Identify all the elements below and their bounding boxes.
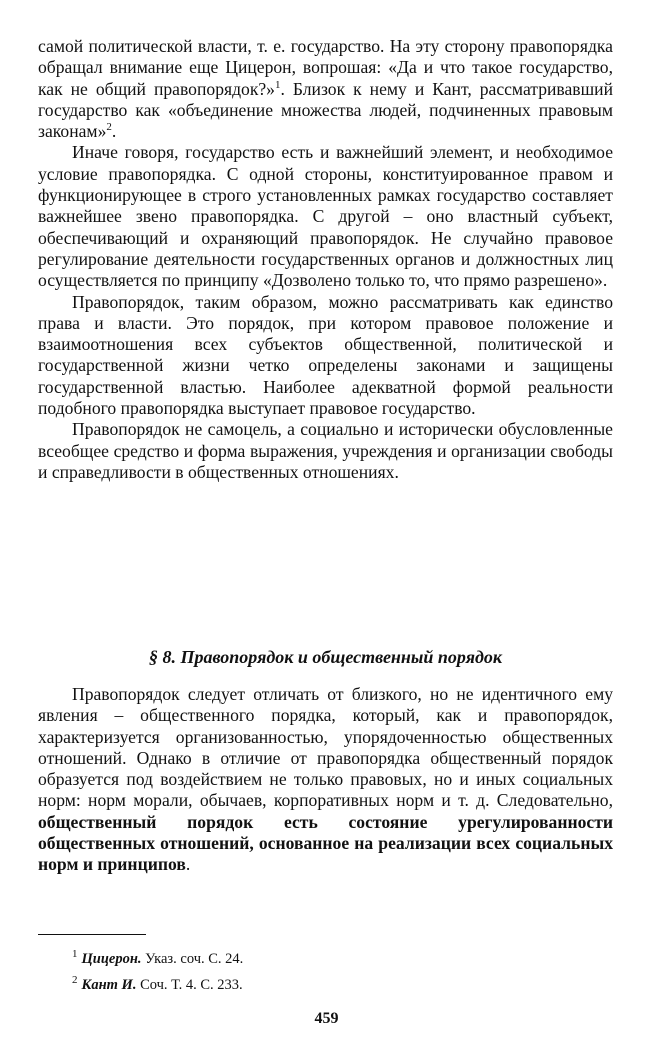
body-text bbox=[38, 36, 613, 483]
footnote-1: $^1$ Цицерон. Указ. соч. С. 24. bbox=[72, 948, 244, 967]
footnotes bbox=[72, 944, 612, 996]
section-text bbox=[38, 684, 613, 876]
paragraph-3: Правопорядок, таким образом, можно рассматривать как единство права и власти. Это порядок, при котором правовое положение и взаимоотношения всех субъектов общественной, политической и государственной жизни четко определены законами и защищены государственной властью. Наиболее адекватной формой реальности подобного правопорядка выступает правовое государство. bbox=[38, 291, 613, 419]
paragraph-1: самой политической власти, т. е. государство. На эту сторону правопорядка обращал внимание еще Цицерон, вопрошая: «Да и что такое государство, как не общий правопорядок?»$^1$. Близок к нему и Кант, рассматривавший государство как «объединение множества людей, подчиненных правовым законам»$^2$. bbox=[38, 36, 613, 142]
definition-bold: общественный порядок есть состояние урегулированности общественных отношений, основанное на реализации всех социальных норм и принципов bbox=[38, 811, 613, 875]
page-number: 459 bbox=[314, 1010, 339, 1027]
paragraph-2: Иначе говоря, государство есть и важнейший элемент, и необходимое условие правопорядка. С одной стороны, конституированное правом и функционирующее в строго установленных рамках государство составляет важнейшее звено правопорядка. С другой – оно властный субъект, обеспечивающий и охраняющий правопорядок. Не случайно правовое регулирование деятельности государственных органов и должностных лиц осуществляется по принципу «Дозволено только то, что прямо разрешено». bbox=[38, 142, 613, 291]
paragraph-4: Правопорядок не самоцель, а социально и исторически обусловленные всеобщее средство и форма выражения, учреждения и организации свободы и справедливости в общественных отношениях. bbox=[38, 419, 613, 482]
footnote-2: $^2$ Кант И. Соч. Т. 4. С. 233. bbox=[72, 973, 243, 993]
footnote-ref-1: 1 bbox=[274, 78, 281, 91]
section-paragraph-1: Правопорядок следует отличать от близкого, но не идентичного ему явления – общественного порядка, который, как и правопорядок, характеризуется организованностью, упорядоченностью общественных отношений. Однако в отличие от правопорядка общественный порядок образуется под воздействием не только правовых, но и иных социальных норм: норм морали, обычаев, корпоративных норм и т. д. Следовательно, общественный порядок есть состояние урегулированности общественных отношений, основанное на реализации всех социальных норм и принципов. bbox=[38, 684, 613, 875]
footnote-ref-2: 2 bbox=[106, 121, 112, 134]
footnote-divider bbox=[38, 934, 146, 935]
section-heading: § 8. Правопорядок и общественный порядок bbox=[148, 647, 503, 667]
